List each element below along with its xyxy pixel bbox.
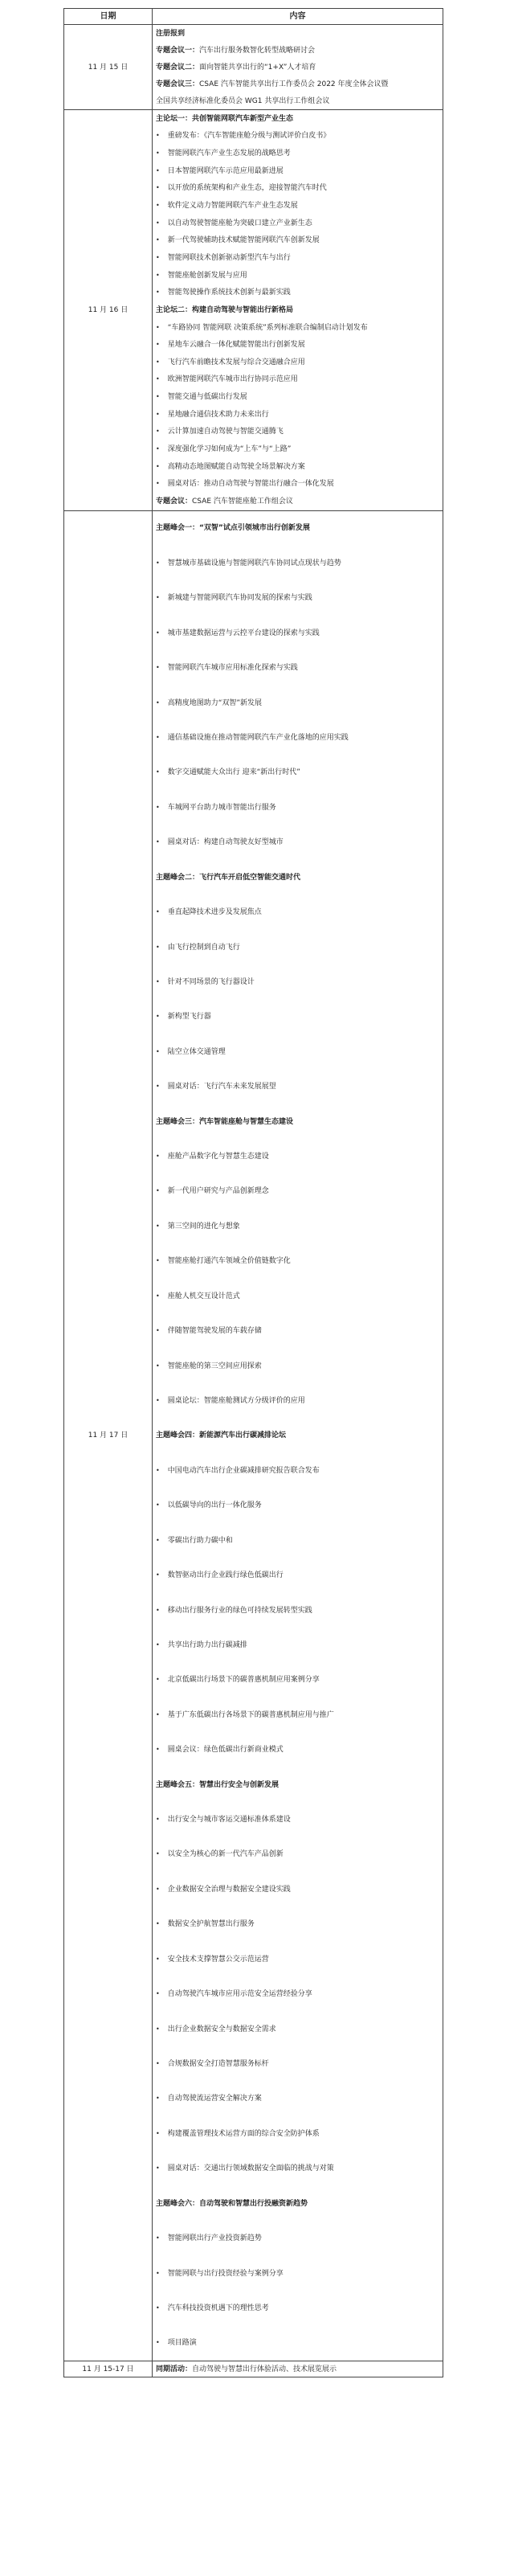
agenda-item: • 星地融合通信技术助力未来出行 <box>153 406 443 424</box>
session-item: 全国共享经济标准化委员会 WG1 共享出行工作组会议 <box>156 96 330 105</box>
agenda-item: • 智能座舱创新发展与应用 <box>153 267 443 285</box>
agenda-item: • 陆空立体交通管理 <box>153 1034 443 1069</box>
forum-heading: 主题峰会三：汽车智能座舱与智慧生态建设 <box>156 1117 294 1126</box>
agenda-item: • 中国电动汽车出行企业碳减排研究报告联合发布 <box>153 1453 443 1488</box>
agenda-item: • 北京低碳出行场景下的碳普惠机制应用案例分享 <box>153 1663 443 1698</box>
agenda-item: • 智能座舱打通汽车领域全价值链数字化 <box>153 1244 443 1279</box>
forum-heading: 主题峰会四：新能源汽车出行碳减排论坛 <box>156 1431 287 1440</box>
agenda-item: • 智能网联技术创新驱动新型汽车与出行 <box>153 249 443 267</box>
day-content <box>153 110 443 511</box>
agenda-item: • 新构型飞行器 <box>153 1000 443 1034</box>
agenda-item: • 数智驱动出行企业践行绿色低碳出行 <box>153 1558 443 1592</box>
session-title: 自动驾驶与智慧出行体验活动、技术展览展示 <box>192 2365 337 2373</box>
agenda-item: • 由飞行控制到自动飞行 <box>153 930 443 964</box>
agenda-item: • 新城建与智能网联汽车协同发展的探索与实践 <box>153 581 443 616</box>
agenda-item: • 项目路演 <box>153 2326 443 2361</box>
agenda-item: • 以开放的系统架构和产业生态，迎接智能汽车时代 <box>153 180 443 198</box>
header-row <box>64 9 443 25</box>
agenda-item: • 座舱产品数字化与智慧生态建设 <box>153 1139 443 1173</box>
session-title: 面向智能共享出行的“1+X”人才培育 <box>199 63 316 72</box>
agenda-item: • 星地车云融合一体化赋能智能出行创新发展 <box>153 336 443 354</box>
agenda-item: • 智能网联汽车产业生态发展的战略思考 <box>153 145 443 162</box>
agenda-item: • 数字交通赋能大众出行 迎来“新出行时代” <box>153 756 443 790</box>
day-content <box>153 510 443 2361</box>
day-content <box>153 2361 443 2377</box>
forum-heading: 主题峰会五：智慧出行安全与创新发展 <box>156 1780 280 1789</box>
content-header: 内容 <box>153 9 443 25</box>
agenda-item: • “车路协同 智能网联 决策系统”系列标准联合编制启动计划发布 <box>153 319 443 337</box>
forum-heading: 主论坛一：共创智能网联汽车新型产业生态 <box>156 114 294 123</box>
session-title: CSAE 汽车智能座舱工作组会议 <box>192 497 293 506</box>
session-label: 专题会议： <box>156 497 193 506</box>
agenda-item: • 重磅发布：《汽车智能座舱分级与测试评价白皮书》 <box>153 128 443 145</box>
session-item <box>153 76 443 92</box>
agenda-item: • 伴随智能驾驶发展的车载存储 <box>153 1313 443 1348</box>
agenda-item: • 新一代用户研究与产品创新理念 <box>153 1174 443 1209</box>
agenda-item: • 圆桌对话：交通出行领域数据安全面临的挑战与对策 <box>153 2152 443 2186</box>
day-date: 11 月 15-17 日 <box>64 2361 153 2377</box>
forum-heading: 主题峰会二：飞行汽车开启低空智能交通时代 <box>156 873 301 882</box>
date-header: 日期 <box>64 9 153 25</box>
agenda-item: • 垂直起降技术进步及发展焦点 <box>153 895 443 929</box>
session-title: CSAE 汽车智能共享出行工作委员会 2022 年度全体会议暨 <box>199 80 389 88</box>
session-item <box>153 59 443 76</box>
agenda-item: • 圆桌对话：构建自动驾驶友好型城市 <box>153 825 443 860</box>
agenda-table <box>63 8 443 2377</box>
forum-heading: 注册报到 <box>156 29 186 38</box>
session-label: 专题会议二： <box>156 63 200 72</box>
day-row <box>64 510 443 2361</box>
agenda-item: • 座舱人机交互设计范式 <box>153 1279 443 1313</box>
agenda-item: • 深度强化学习如何成为“上车”与“上路” <box>153 440 443 458</box>
session-label: 同期活动： <box>156 2365 193 2373</box>
agenda-item: • 软件定义动力智能网联汽车产业生态发展 <box>153 197 443 215</box>
day-date: 11 月 15 日 <box>64 25 153 110</box>
agenda-item: • 车城网平台助力城市智能出行服务 <box>153 790 443 825</box>
agenda-item: • 合规数据安全打造智慧服务标杆 <box>153 2046 443 2081</box>
agenda-item: • 智能网联与出行投资经验与案例分享 <box>153 2256 443 2291</box>
agenda-item: • 出行安全与城市客运交通标准体系建设 <box>153 1802 443 1837</box>
agenda-item: • 第三空间的进化与想象 <box>153 1209 443 1243</box>
session-item <box>153 42 443 59</box>
day-row <box>64 110 443 511</box>
session-item <box>153 2361 443 2377</box>
agenda-item: • 企业数据安全治理与数据安全建设实践 <box>153 1872 443 1906</box>
agenda-item: • 智能网联汽车城市应用标准化探索与实践 <box>153 650 443 685</box>
agenda-item: • 以安全为核心的新一代汽车产品创新 <box>153 1837 443 1872</box>
agenda-item: • 圆桌会议：绿色低碳出行新商业模式 <box>153 1733 443 1767</box>
agenda-item: • 汽车科技投资机遇下的理性思考 <box>153 2291 443 2325</box>
agenda-item: • 自动驾驶汽车城市应用示范安全运营经验分享 <box>153 1976 443 2011</box>
agenda-item: • 日本智能网联汽车示范应用最新进展 <box>153 162 443 180</box>
day-date: 11 月 16 日 <box>64 110 153 511</box>
agenda-item: • 高精度地图助力“双智”新发展 <box>153 686 443 720</box>
day-content <box>153 25 443 110</box>
agenda-item: • 智能网联出行产业投资新趋势 <box>153 2221 443 2255</box>
day-row <box>64 25 443 110</box>
session-item <box>153 493 443 510</box>
agenda-item: • 智能座舱的第三空间应用探索 <box>153 1349 443 1383</box>
agenda-item: • 数据安全护航智慧出行服务 <box>153 1907 443 1942</box>
agenda-item: • 零碳出行助力碳中和 <box>153 1523 443 1558</box>
day-date: 11 月 17 日 <box>64 510 153 2361</box>
agenda-item: • 安全技术支撑智慧公交示范运营 <box>153 1942 443 1976</box>
forum-heading: 主题峰会六：自动驾驶和智慧出行投融资新趋势 <box>156 2199 308 2208</box>
agenda-item: • 圆桌论坛：智能座舱测试方分级评价的应用 <box>153 1383 443 1418</box>
agenda-item: • 智能交通与低碳出行发展 <box>153 388 443 406</box>
agenda-item: • 云计算加速自动驾驶与智能交通腾飞 <box>153 424 443 441</box>
agenda-item: • 自动驾驶流运营安全解决方案 <box>153 2082 443 2116</box>
session-label: 专题会议一： <box>156 46 200 55</box>
day-row <box>64 2361 443 2377</box>
agenda-item: • 构建覆盖管理技术运营方面的综合安全防护体系 <box>153 2116 443 2151</box>
agenda-item: • 智慧城市基础设施与智能网联汽车协同试点现状与趋势 <box>153 546 443 580</box>
agenda-item: • 基于广东低碳出行各场景下的碳普惠机制应用与推广 <box>153 1698 443 1732</box>
agenda-item: • 高精动态地图赋能自动驾驶全场景解决方案 <box>153 458 443 476</box>
agenda-item: • 飞行汽车前瞻技术发展与综合交通融合应用 <box>153 354 443 371</box>
agenda-item: • 以自动驾驶智能座舱为突破口建立产业新生态 <box>153 215 443 232</box>
agenda-item: • 欧洲智能网联汽车城市出行协同示范应用 <box>153 371 443 389</box>
session-title: 汽车出行服务数智化转型战略研讨会 <box>199 46 316 55</box>
forum-heading: 主论坛二：构建自动驾驶与智能出行新格局 <box>156 305 294 314</box>
forum-heading: 主题峰会一：“双智”试点引领城市出行创新发展 <box>156 524 310 533</box>
agenda-item: • 圆桌对话：推动自动驾驶与智能出行融合一体化发展 <box>153 475 443 493</box>
agenda-item: • 智能驾驶操作系统技术创新与最新实践 <box>153 284 443 301</box>
agenda-item: • 以低碳导向的出行一体化服务 <box>153 1489 443 1523</box>
agenda-item: • 出行企业数据安全与数据安全需求 <box>153 2012 443 2046</box>
session-label: 专题会议三： <box>156 80 200 88</box>
agenda-item: • 新一代驾驶辅助技术赋能智能网联汽车创新发展 <box>153 231 443 249</box>
agenda-item: • 共享出行助力出行碳减排 <box>153 1628 443 1662</box>
agenda-item: • 针对不同场景的飞行器设计 <box>153 964 443 999</box>
agenda-item: • 圆桌对话：飞行汽车未来发展展望 <box>153 1069 443 1104</box>
agenda-item: • 城市基建数据运营与云控平台建设的探索与实践 <box>153 616 443 650</box>
agenda-item: • 移动出行服务行业的绿色可持续发展转型实践 <box>153 1593 443 1628</box>
agenda-item: • 通信基础设施在推动智能网联汽车产业化落地的应用实践 <box>153 720 443 755</box>
